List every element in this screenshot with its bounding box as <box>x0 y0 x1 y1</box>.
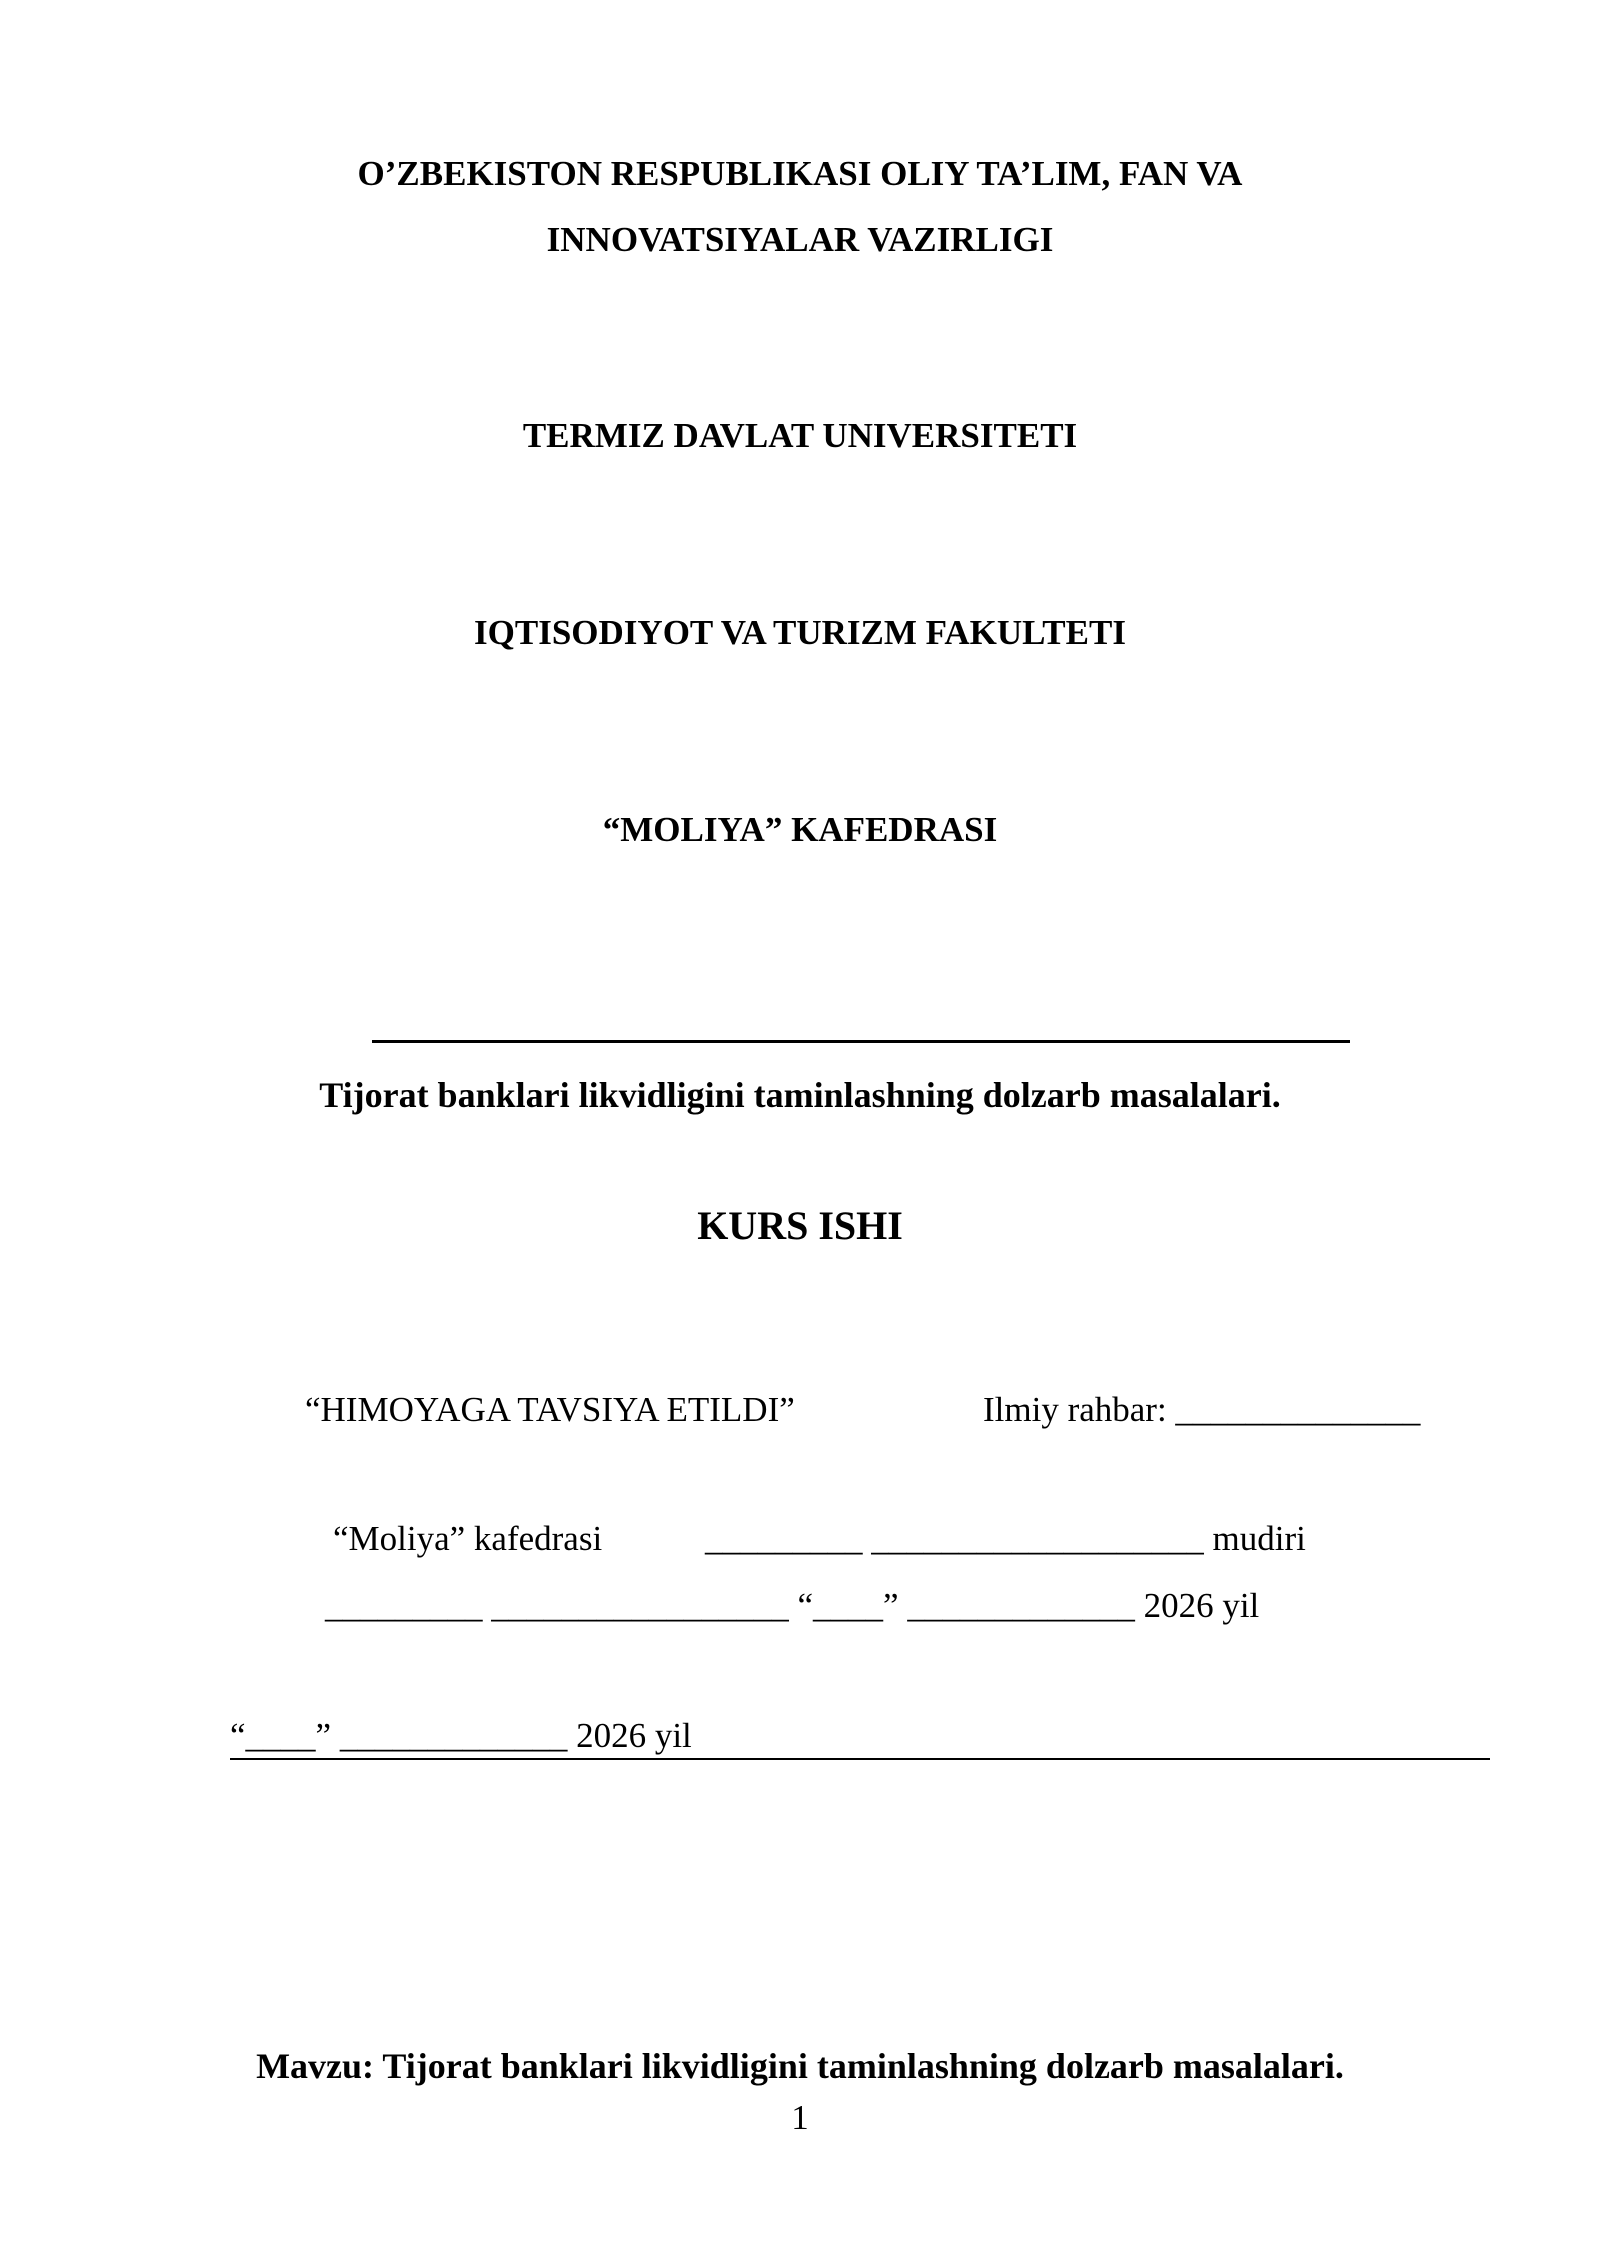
department-head-field: _________ ___________________ mudiri <box>705 1519 1306 1558</box>
date-underline <box>230 1758 1490 1760</box>
department-label: “Moliya” kafedrasi <box>333 1519 603 1558</box>
signature-date-field: _________ _________________ “____” _____________ 2026 yil <box>325 1586 1260 1625</box>
approval-date-field: “____” _____________ 2026 yil <box>230 1716 692 1755</box>
course-work-topic: Tijorat banklari likvidligini taminlashning dolzarb masalalari. <box>319 1075 1281 1115</box>
recommended-for-defense: “HIMOYAGA TAVSIYA ETILDI” <box>305 1390 795 1429</box>
work-type-title: KURS ISHI <box>697 1203 903 1248</box>
faculty-name: IQTISODIYOT VA TURIZM FAKULTETI <box>474 613 1126 652</box>
page-number: 1 <box>791 2098 809 2137</box>
supervisor-field: Ilmiy rahbar: ______________ <box>983 1390 1421 1429</box>
ministry-title-line2: INNOVATSIYALAR VAZIRLIGI <box>546 220 1054 259</box>
topic-footer: Mavzu: Tijorat banklari likvidligini taminlashning dolzarb masalalari. <box>256 2046 1344 2086</box>
ministry-title-line1: O’ZBEKISTON RESPUBLIKASI OLIY TA’LIM, FAN VA <box>357 154 1243 193</box>
department-name: “MOLIYA” KAFEDRASI <box>602 810 998 849</box>
title-rule <box>372 1040 1350 1043</box>
university-name: TERMIZ DAVLAT UNIVERSITETI <box>522 416 1078 455</box>
